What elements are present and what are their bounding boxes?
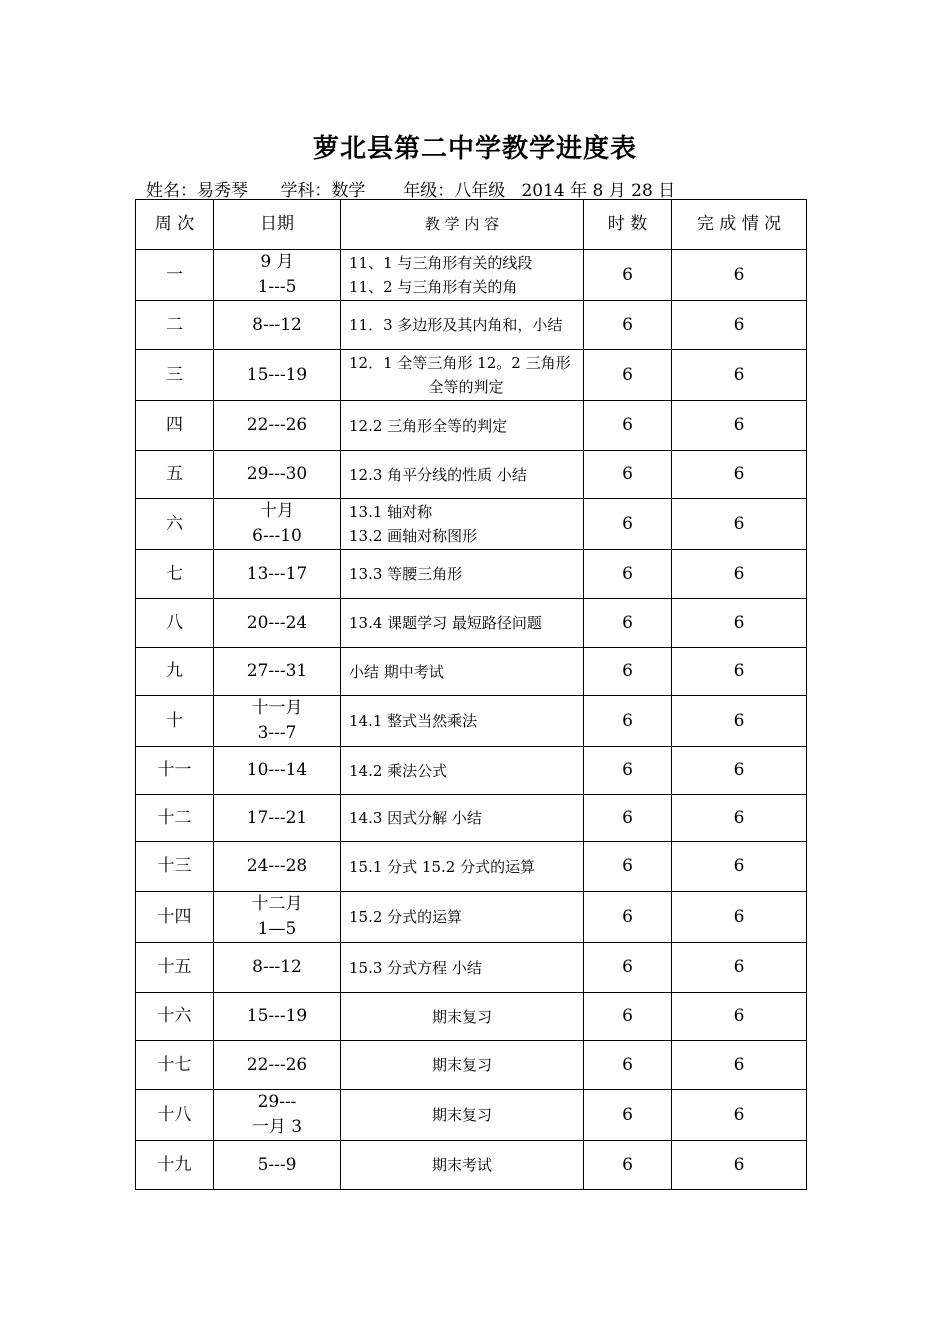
subject-label: 学科：: [280, 181, 332, 201]
content-line: 11、1 与三角形有关的线段: [349, 254, 533, 272]
date-line: 8---12: [252, 314, 302, 335]
table-row: [136, 842, 807, 892]
content-line: 13.1 轴对称: [349, 503, 433, 521]
content-cell: [341, 350, 584, 401]
date-cell: [214, 301, 341, 350]
content-cell: [341, 301, 584, 350]
hours-cell: 6: [584, 451, 672, 499]
week-cell: 一: [136, 250, 214, 301]
date-cell: [214, 943, 341, 993]
status-cell: 6: [672, 451, 807, 499]
grade-value: 八年级: [454, 181, 506, 201]
status-cell: 6: [672, 1141, 807, 1190]
date-line: 5---9: [257, 1154, 297, 1175]
status-cell: 6: [672, 993, 807, 1041]
header-status: 完 成 情 况: [672, 200, 807, 250]
content-line: 期末复习: [431, 1056, 492, 1074]
grade-label: 年级：: [403, 181, 455, 201]
status-cell: 6: [672, 599, 807, 648]
table-row: [136, 892, 807, 943]
status-cell: 6: [672, 943, 807, 993]
table-header-row: [136, 200, 807, 250]
date-line: 15---19: [246, 1006, 308, 1026]
content-line: 12．1 全等三角形 12。2 三角形: [349, 354, 571, 372]
status-cell: 6: [672, 401, 807, 451]
date-line: 22---26: [246, 1054, 308, 1075]
date-cell: [214, 648, 341, 696]
content-line: 12.3 角平分线的性质 小结: [349, 465, 527, 484]
content-cell: [341, 747, 584, 795]
week-cell: 二: [136, 301, 214, 350]
hours-cell: 6: [584, 795, 672, 842]
content-line: 13.2 画轴对称图形: [349, 527, 478, 545]
table-row: [136, 350, 807, 401]
date-cell: [214, 401, 341, 451]
header-hours: 时 数: [584, 200, 672, 250]
header-content: 教 学 内 容: [341, 200, 584, 250]
hours-cell: 6: [584, 550, 672, 599]
table-row: [136, 301, 807, 350]
table-row: [136, 648, 807, 696]
content-line: 13.3 等腰三角形: [349, 565, 463, 583]
content-cell: [341, 499, 584, 550]
content-cell: [341, 993, 584, 1041]
date-line: 1—5: [257, 919, 297, 939]
document-date: 2014 年 8 月 28 日: [521, 181, 676, 201]
hours-cell: 6: [584, 1141, 672, 1190]
date-line: 27---31: [246, 661, 308, 681]
hours-cell: 6: [584, 499, 672, 550]
content-cell: [341, 451, 584, 499]
hours-cell: 6: [584, 250, 672, 301]
week-cell: 三: [136, 350, 214, 401]
content-cell: [341, 696, 584, 747]
date-line: 一月 3: [251, 1117, 303, 1137]
header-info: [146, 176, 675, 201]
hours-cell: 6: [584, 842, 672, 892]
date-line: 8---12: [252, 957, 302, 977]
date-line: 10---14: [246, 760, 308, 780]
content-line: 15.3 分式方程 小结: [349, 958, 482, 977]
content-line: 14.3 因式分解 小结: [349, 809, 482, 827]
table-row: [136, 747, 807, 795]
date-cell: [214, 1090, 341, 1141]
content-line: 13.4 课题学习 最短路径问题: [349, 614, 542, 632]
hours-cell: 6: [584, 648, 672, 696]
date-cell: [214, 550, 341, 599]
header-week: 周 次: [136, 200, 214, 250]
content-line: 期末考试: [431, 1156, 492, 1174]
status-cell: 6: [672, 301, 807, 350]
status-cell: 6: [672, 648, 807, 696]
week-cell: 十二: [136, 795, 214, 842]
date-cell: [214, 1041, 341, 1090]
hours-cell: 6: [584, 599, 672, 648]
schedule-table: [135, 199, 807, 1190]
content-cell: [341, 599, 584, 648]
content-line: 11．3 多边形及其内角和，小结: [349, 316, 563, 334]
content-cell: [341, 648, 584, 696]
status-cell: 6: [672, 747, 807, 795]
date-line: 十二月: [251, 894, 303, 914]
week-cell: 十六: [136, 993, 214, 1041]
table-row: [136, 550, 807, 599]
date-line: 22---26: [246, 415, 308, 435]
week-cell: 十七: [136, 1041, 214, 1090]
date-line: 13---17: [246, 563, 308, 584]
content-line: 14.1 整式当然乘法: [349, 712, 478, 730]
date-cell: [214, 892, 341, 943]
table-row: [136, 499, 807, 550]
table-row: [136, 1090, 807, 1141]
table-row: [136, 401, 807, 451]
date-line: 17---21: [246, 807, 308, 828]
date-cell: [214, 1141, 341, 1190]
date-line: 9 月: [260, 252, 294, 272]
week-cell: 十: [136, 696, 214, 747]
week-cell: 九: [136, 648, 214, 696]
status-cell: 6: [672, 550, 807, 599]
week-cell: 五: [136, 451, 214, 499]
content-line: 14.2 乘法公式: [349, 761, 448, 780]
header-date: 日期: [214, 200, 341, 250]
date-cell: [214, 993, 341, 1041]
content-line: 期末复习: [431, 1007, 492, 1026]
hours-cell: 6: [584, 696, 672, 747]
date-line: 3---7: [257, 723, 297, 743]
status-cell: 6: [672, 1041, 807, 1090]
table-row: [136, 993, 807, 1041]
date-cell: [214, 842, 341, 892]
date-line: 29---: [257, 1092, 297, 1112]
week-cell: 十九: [136, 1141, 214, 1190]
date-cell: [214, 696, 341, 747]
week-cell: 十五: [136, 943, 214, 993]
date-line: 20---24: [246, 612, 308, 633]
hours-cell: 6: [584, 892, 672, 943]
status-cell: 6: [672, 795, 807, 842]
week-cell: 十三: [136, 842, 214, 892]
page-title: 萝北县第二中学教学进度表: [312, 134, 637, 164]
content-line: 15.2 分式的运算: [349, 908, 463, 926]
content-cell: [341, 842, 584, 892]
table-row: [136, 1041, 807, 1090]
date-cell: [214, 499, 341, 550]
teacher-name: 易秀琴: [197, 181, 248, 201]
table-row: [136, 250, 807, 301]
status-cell: 6: [672, 250, 807, 301]
content-line: 期末复习: [431, 1106, 492, 1124]
date-cell: [214, 350, 341, 401]
content-line: 11、2 与三角形有关的角: [349, 278, 518, 296]
content-line: 小结 期中考试: [349, 662, 444, 681]
week-cell: 十一: [136, 747, 214, 795]
date-line: 十月: [260, 501, 294, 521]
status-cell: 6: [672, 892, 807, 943]
week-cell: 四: [136, 401, 214, 451]
table-row: [136, 943, 807, 993]
status-cell: 6: [672, 696, 807, 747]
content-cell: [341, 1141, 584, 1190]
date-cell: [214, 451, 341, 499]
subject-value: 数学: [331, 181, 366, 201]
hours-cell: 6: [584, 401, 672, 451]
hours-cell: 6: [584, 350, 672, 401]
date-line: 29---30: [246, 464, 308, 484]
date-line: 十一月: [251, 698, 303, 718]
table-row: [136, 795, 807, 842]
status-cell: 6: [672, 350, 807, 401]
table-row: [136, 696, 807, 747]
hours-cell: 6: [584, 943, 672, 993]
content-cell: [341, 795, 584, 842]
status-cell: 6: [672, 1090, 807, 1141]
table-row: [136, 599, 807, 648]
content-cell: [341, 943, 584, 993]
status-cell: 6: [672, 842, 807, 892]
hours-cell: 6: [584, 747, 672, 795]
week-cell: 十四: [136, 892, 214, 943]
content-line: 15.1 分式 15.2 分式的运算: [349, 857, 536, 876]
date-cell: [214, 795, 341, 842]
date-cell: [214, 599, 341, 648]
hours-cell: 6: [584, 1041, 672, 1090]
content-cell: [341, 892, 584, 943]
content-cell: [341, 401, 584, 451]
hours-cell: 6: [584, 301, 672, 350]
date-cell: [214, 747, 341, 795]
content-cell: [341, 1041, 584, 1090]
content-line: 全等的判定: [428, 378, 504, 396]
week-cell: 七: [136, 550, 214, 599]
date-cell: [214, 250, 341, 301]
table-row: [136, 1141, 807, 1190]
date-line: 15---19: [246, 364, 308, 385]
week-cell: 十八: [136, 1090, 214, 1141]
content-cell: [341, 1090, 584, 1141]
date-line: 1---5: [257, 277, 297, 297]
content-line: 12.2 三角形全等的判定: [349, 416, 508, 435]
date-line: 24---28: [246, 856, 308, 876]
status-cell: 6: [672, 499, 807, 550]
name-label: 姓名：: [146, 181, 197, 201]
date-line: 6---10: [252, 526, 302, 546]
hours-cell: 6: [584, 1090, 672, 1141]
content-cell: [341, 250, 584, 301]
content-cell: [341, 550, 584, 599]
week-cell: 六: [136, 499, 214, 550]
hours-cell: 6: [584, 993, 672, 1041]
week-cell: 八: [136, 599, 214, 648]
table-row: [136, 451, 807, 499]
